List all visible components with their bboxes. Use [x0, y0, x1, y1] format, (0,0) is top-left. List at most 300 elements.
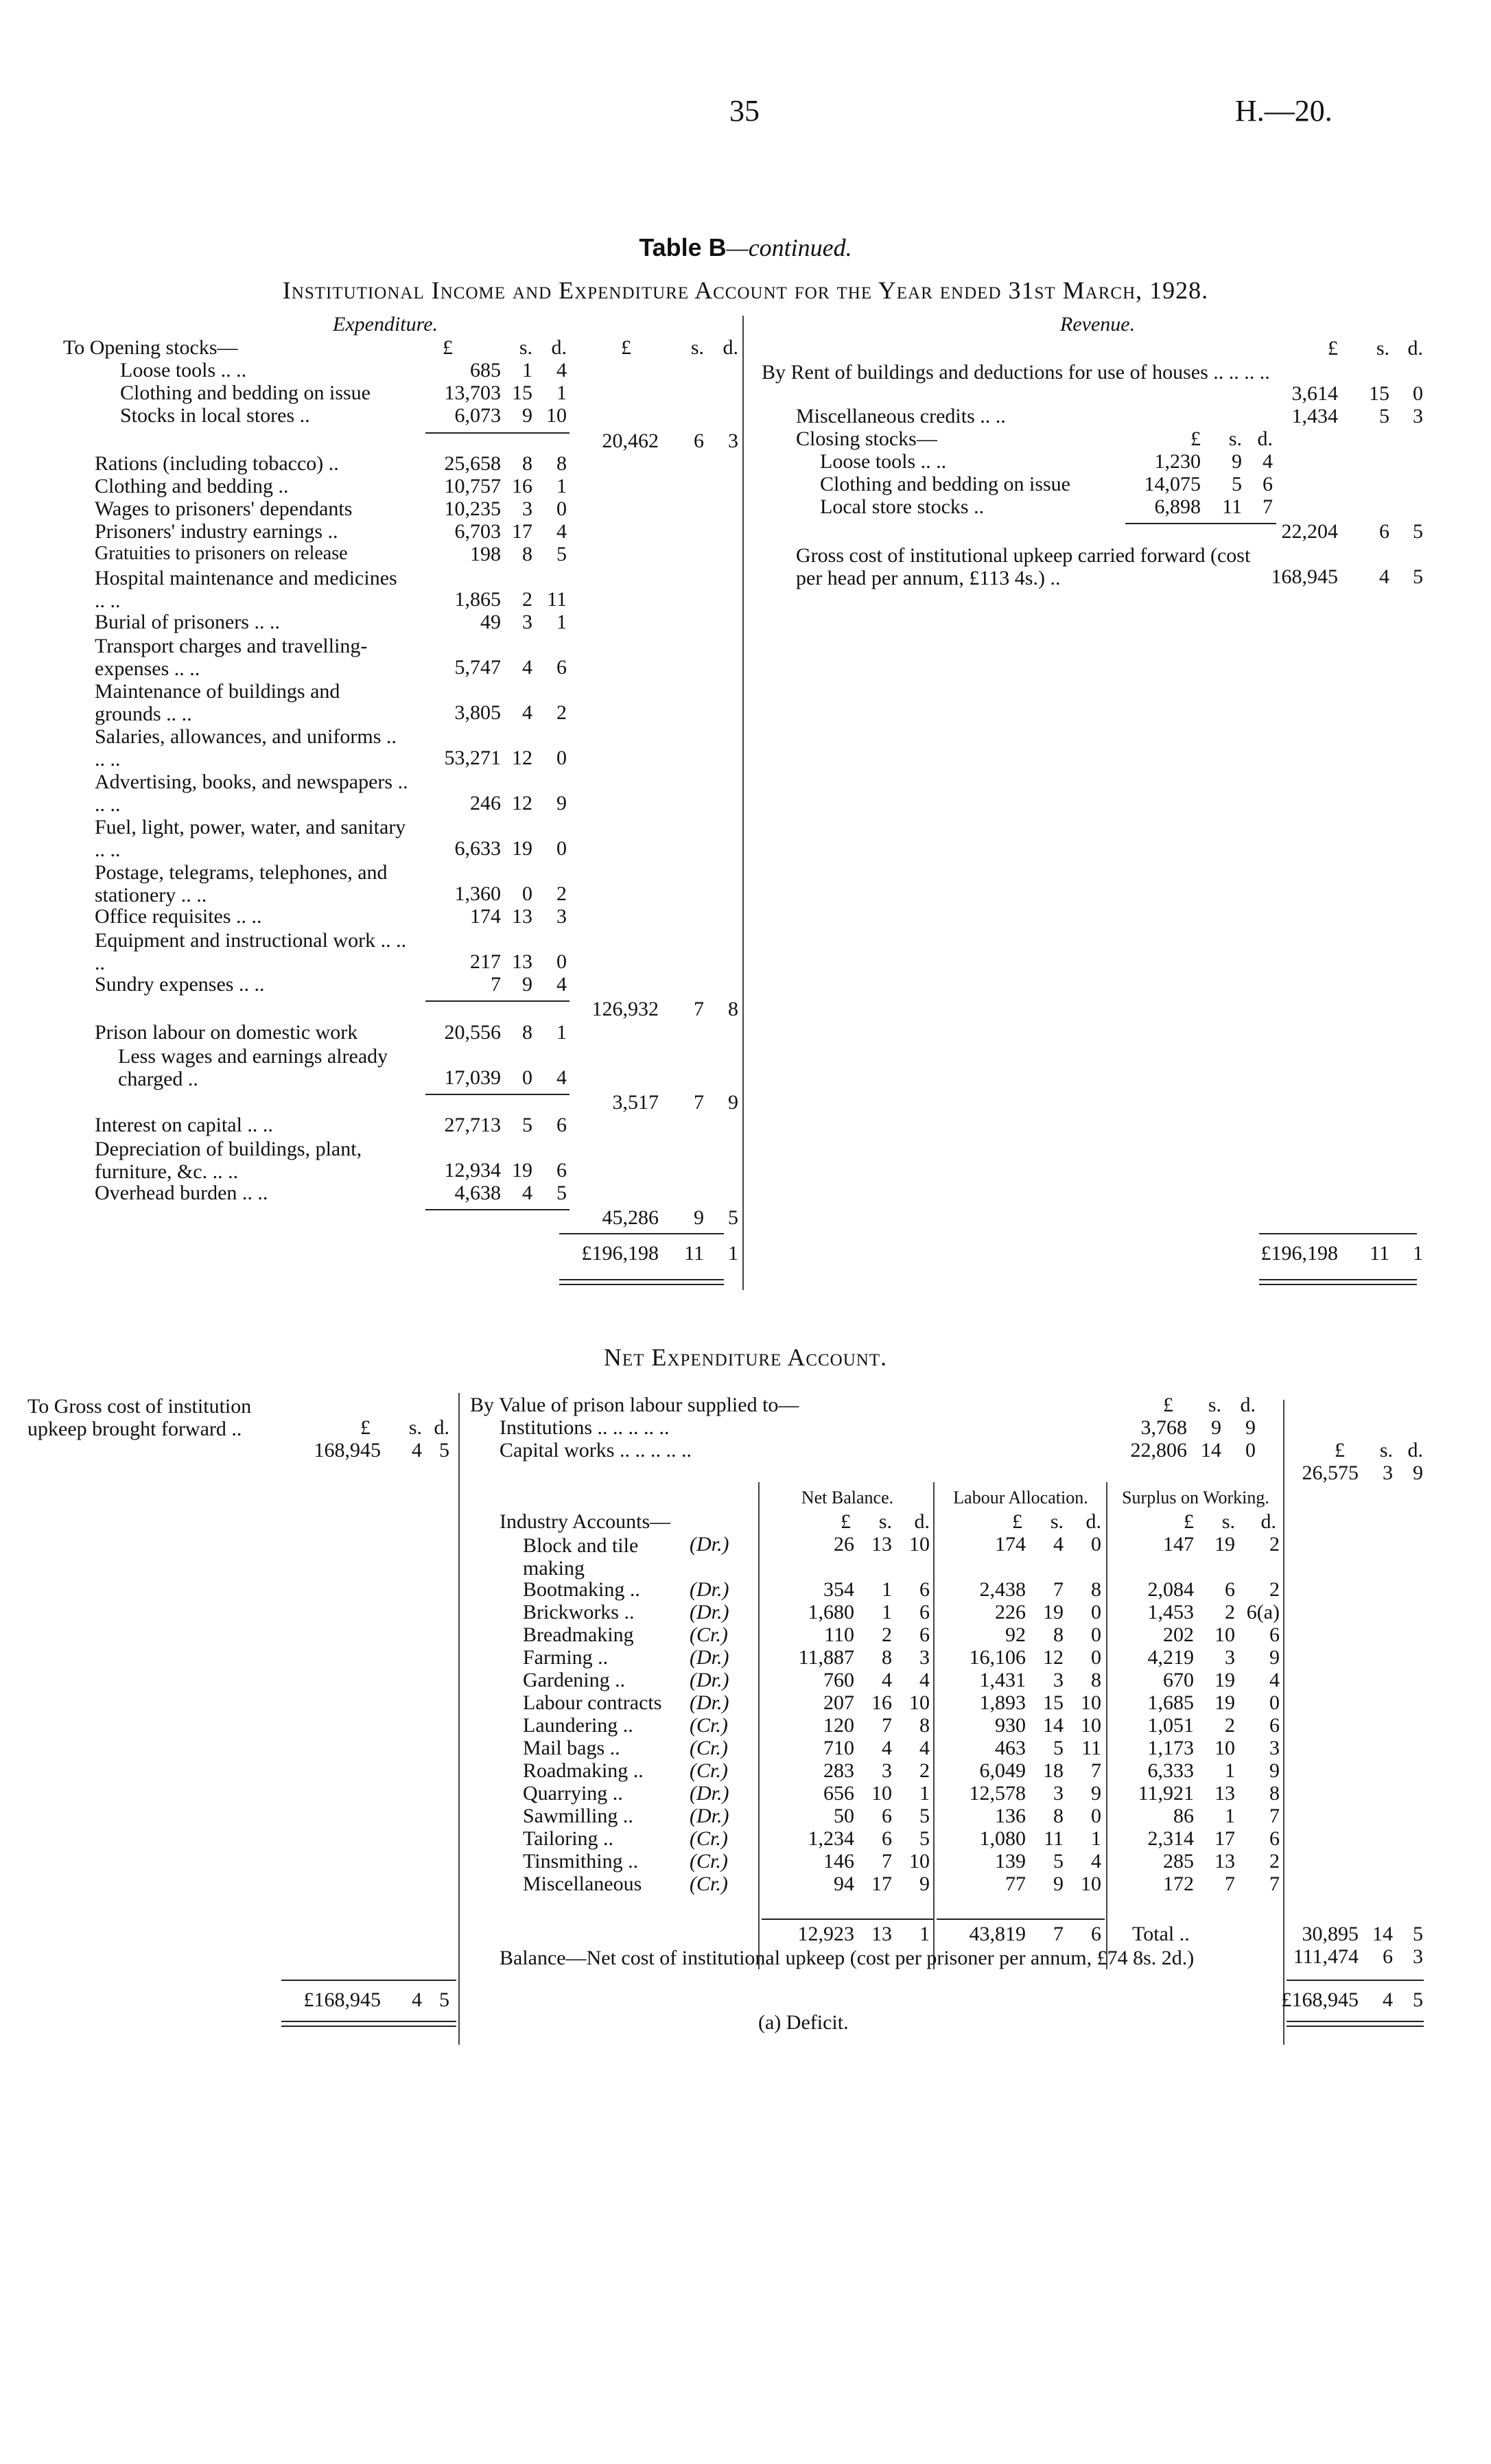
sw-pounds: 11,921	[1138, 1782, 1194, 1805]
nb-shillings: 7	[882, 1850, 892, 1873]
exp-item-pence: 5	[556, 543, 567, 565]
la-col-d: d.	[1085, 1510, 1101, 1533]
industry-type: (Cr.)	[690, 1759, 728, 1782]
opening-item-label: Clothing and bedding on issue	[120, 382, 371, 404]
exp-item-label: Hospital maintenance and medicines .. ..	[95, 567, 397, 612]
la-shillings: 14	[1043, 1714, 1064, 1737]
closing-col-pound: £	[1190, 427, 1201, 450]
nb-shillings: 10	[871, 1782, 892, 1805]
la-pounds: 174	[995, 1533, 1026, 1556]
items-total-shillings: 7	[694, 998, 704, 1020]
nb-shillings: 7	[882, 1714, 892, 1737]
sw-shillings: 19	[1214, 1533, 1235, 1556]
exp-item-label: Burial of prisoners .. ..	[95, 611, 280, 633]
net-right-total-shillings: 4	[1383, 1988, 1393, 2011]
la-pence: 0	[1091, 1646, 1101, 1669]
rent-pence: 0	[1413, 382, 1423, 405]
exp-item-pounds: 174	[470, 905, 501, 928]
net-balance-header: Net Balance.	[801, 1488, 894, 1507]
sw-shillings: 10	[1214, 1737, 1235, 1759]
gross-brought-forward-shillings: 4	[412, 1439, 422, 1462]
net-left-col-d: d.	[434, 1416, 449, 1439]
exp-col-pound: £	[443, 336, 453, 359]
industry-name: Block and tile making	[523, 1534, 639, 1580]
sw-pounds: 147	[1163, 1533, 1194, 1556]
la-shillings: 8	[1053, 1805, 1064, 1827]
exp-item-pounds: 3,805	[454, 701, 501, 724]
rent-pounds: 3,614	[1291, 382, 1338, 405]
sw-pounds: 1,051	[1147, 1714, 1194, 1737]
la-pence: 0	[1091, 1533, 1101, 1556]
la-pounds: 2,438	[979, 1578, 1026, 1601]
exp-col-d: d.	[551, 336, 567, 359]
overhead-pounds: 4,638	[454, 1182, 501, 1204]
opening-total-pence: 3	[728, 430, 738, 452]
institutions-pence: 9	[1245, 1416, 1256, 1439]
nb-shillings: 1	[882, 1601, 892, 1623]
net-left-total-pence: 5	[439, 1988, 449, 2011]
sw-pence: 9	[1269, 1759, 1280, 1782]
industry-type: (Cr.)	[690, 1873, 728, 1895]
la-pounds: 92	[1005, 1623, 1026, 1646]
sw-pounds: 4,219	[1147, 1646, 1194, 1669]
labour-subtotal-rule	[425, 1094, 570, 1095]
exp-item-label: Prisoners' industry earnings ..	[95, 520, 338, 543]
la-pence: 0	[1091, 1601, 1101, 1623]
opening-subtotal-rule	[425, 432, 570, 434]
la-pounds: 1,431	[979, 1669, 1026, 1691]
overhead-total-pounds: 45,286	[602, 1206, 659, 1229]
closing-item-pence: 6	[1263, 473, 1273, 495]
sw-pence: 6	[1269, 1714, 1280, 1737]
nb-shillings: 6	[882, 1805, 892, 1827]
nb-pence: 10	[909, 1691, 930, 1714]
net-left-total-shillings: 4	[412, 1988, 422, 2011]
exp-item-shillings: 13	[512, 905, 532, 928]
value-labour-label: By Value of prison labour supplied to—	[470, 1394, 799, 1416]
labour-allocation-header: Labour Allocation.	[953, 1488, 1088, 1507]
la-shillings: 9	[1053, 1873, 1064, 1895]
nb-pounds: 26	[834, 1533, 854, 1556]
sw-pounds: 86	[1173, 1805, 1194, 1827]
opening-total-pounds: 20,462	[602, 430, 659, 452]
sw-pence: 6	[1269, 1623, 1280, 1646]
revenue-double-rule	[1259, 1279, 1417, 1285]
surplus-total-pence: 5	[1413, 1923, 1423, 1945]
sw-pence: 2	[1269, 1850, 1280, 1873]
nb-pence: 3	[919, 1646, 930, 1669]
balance-label: Balance—Net cost of institutional upkeep (cost per prisoner per annum, £74 8s. 2d.)	[500, 1947, 1195, 1969]
overhead-total-pence: 5	[728, 1206, 738, 1229]
exp-item-label: Maintenance of buildings and grounds .. ..	[95, 680, 340, 725]
exp-item-label: Gratuities to prisoners on release	[95, 543, 348, 564]
la-pounds: 463	[995, 1737, 1026, 1759]
net-left-total-pounds: £168,945	[303, 1988, 381, 2011]
sw-pounds: 2,084	[1147, 1578, 1194, 1601]
closing-item-pounds: 1,230	[1154, 450, 1201, 473]
nb-total-pounds: 12,923	[797, 1923, 854, 1945]
net-right-col-d: d.	[1407, 1439, 1423, 1462]
depreciation-pounds: 12,934	[444, 1159, 501, 1182]
rent-label: By Rent of buildings and deductions for use of houses .. .. .. ..	[762, 361, 1270, 384]
nb-shillings: 8	[882, 1646, 892, 1669]
industry-name: Tinsmithing ..	[523, 1850, 639, 1873]
net-account-title: Net Expenditure Account.	[603, 1344, 888, 1371]
la-shillings: 5	[1053, 1850, 1064, 1873]
items-total-pence: 8	[728, 998, 738, 1020]
prison-labour-pounds: 20,556	[444, 1021, 501, 1044]
exp-item-pounds: 10,757	[444, 475, 501, 497]
nb-pence: 9	[919, 1873, 930, 1895]
la-shillings: 12	[1043, 1646, 1064, 1669]
exp-item-pence: 3	[556, 905, 567, 928]
page-number: 35	[729, 94, 760, 128]
gross-cost-pence: 5	[1413, 565, 1423, 588]
nb-shillings: 1	[882, 1578, 892, 1601]
institutions-pounds: 3,768	[1140, 1416, 1187, 1439]
exp-item-shillings: 8	[522, 452, 532, 475]
sw-shillings: 6	[1225, 1578, 1235, 1601]
nb-pence: 2	[919, 1759, 930, 1782]
exp-item-pence: 2	[556, 701, 567, 724]
nb-pence: 5	[919, 1805, 930, 1827]
sw-pence: 7	[1269, 1873, 1280, 1895]
nb-pence: 6	[919, 1601, 930, 1623]
industry-type: (Cr.)	[690, 1737, 728, 1759]
net-right-double-rule	[1287, 2021, 1424, 2027]
la-total-pence: 6	[1091, 1923, 1101, 1945]
sw-pence: 3	[1269, 1737, 1280, 1759]
sw-shillings: 17	[1214, 1827, 1235, 1850]
exp-item-pounds: 217	[470, 950, 501, 973]
industry-type: (Dr.)	[690, 1691, 729, 1714]
la-shillings: 5	[1053, 1737, 1064, 1759]
sw-pounds: 670	[1163, 1669, 1194, 1691]
industry-name: Roadmaking ..	[523, 1759, 644, 1782]
value-col-d: d.	[1240, 1394, 1256, 1416]
nb-pence: 4	[919, 1669, 930, 1691]
exp-item-label: Equipment and instructional work .. .. ..	[95, 929, 407, 974]
industry-divider-2	[933, 1482, 935, 1969]
sw-col-d: d.	[1260, 1510, 1276, 1533]
exp-item-pounds: 53,271	[444, 747, 501, 769]
exp-item-pounds: 1,865	[454, 588, 501, 611]
capital-works-label: Capital works .. .. .. .. ..	[500, 1439, 692, 1462]
opening-item-shillings: 1	[522, 359, 532, 382]
less-wages-shillings: 0	[522, 1066, 532, 1089]
exp-item-pounds: 6,703	[454, 520, 501, 543]
capital-works-pounds: 22,806	[1130, 1439, 1187, 1462]
less-wages-label: Less wages and earnings already charged ..	[118, 1045, 388, 1090]
less-wages-pence: 4	[556, 1066, 567, 1089]
interest-label: Interest on capital .. ..	[95, 1114, 273, 1136]
la-shillings: 19	[1043, 1601, 1064, 1623]
expenditure-grand-total-pounds: £196,198	[581, 1242, 659, 1265]
sw-pounds: 6,333	[1147, 1759, 1194, 1782]
nb-pounds: 146	[823, 1850, 854, 1873]
closing-col-d: d.	[1257, 427, 1273, 450]
exp-item-shillings: 2	[522, 588, 532, 611]
exp-item-pence: 1	[556, 475, 567, 497]
nb-pence: 5	[919, 1827, 930, 1850]
sw-col-pound: £	[1184, 1510, 1194, 1533]
items-subtotal-rule	[425, 1000, 570, 1002]
nb-shillings: 2	[882, 1623, 892, 1646]
la-shillings: 4	[1053, 1533, 1064, 1556]
opening-stocks-label: To Opening stocks—	[63, 336, 238, 359]
exp-item-shillings: 3	[522, 611, 532, 633]
overhead-shillings: 4	[522, 1182, 532, 1204]
net-right-total-rule	[1287, 1980, 1424, 1981]
rent-shillings: 15	[1369, 382, 1389, 405]
expenditure-grand-total-shillings: 11	[684, 1242, 704, 1265]
industry-type: (Cr.)	[690, 1850, 728, 1873]
prison-labour-label: Prison labour on domestic work	[95, 1021, 358, 1044]
depreciation-label: Depreciation of buildings, plant, furniture, &c. .. ..	[95, 1138, 362, 1183]
sw-pence: 2	[1269, 1533, 1280, 1556]
value-total-pence: 9	[1413, 1462, 1423, 1484]
industry-divider-3	[1106, 1482, 1107, 1969]
table-title-continued: —continued.	[726, 234, 852, 261]
closing-item-shillings: 11	[1222, 495, 1242, 518]
exp-item-label: Fuel, light, power, water, and sanitary .. ..	[95, 816, 406, 861]
nb-pounds: 11,887	[798, 1646, 854, 1669]
sw-shillings: 13	[1214, 1782, 1235, 1805]
revenue-total-rule	[1259, 1233, 1417, 1234]
opening-item-pence: 10	[546, 404, 567, 427]
closing-total-shillings: 6	[1379, 520, 1389, 543]
industry-type: (Dr.)	[690, 1578, 729, 1601]
closing-item-pounds: 6,898	[1154, 495, 1201, 518]
la-shillings: 7	[1053, 1578, 1064, 1601]
nb-pounds: 283	[823, 1759, 854, 1782]
exp-item-pence: 9	[556, 792, 567, 814]
exp-item-pounds: 5,747	[454, 656, 501, 679]
nb-total-rule	[762, 1919, 933, 1920]
la-pounds: 6,049	[979, 1759, 1026, 1782]
industry-name: Brickworks ..	[523, 1601, 635, 1623]
value-total-pounds: 26,575	[1302, 1462, 1359, 1484]
less-wages-pounds: 17,039	[444, 1066, 501, 1089]
surplus-working-header: Surplus on Working.	[1122, 1488, 1269, 1507]
interest-shillings: 5	[522, 1114, 532, 1136]
exp-item-pence: 8	[556, 452, 567, 475]
net-left-col-pound: £	[360, 1416, 371, 1439]
nb-pounds: 1,234	[808, 1827, 854, 1850]
opening-item-label: Stocks in local stores ..	[120, 404, 310, 427]
industry-type: (Dr.)	[690, 1669, 729, 1691]
nb-pounds: 207	[823, 1691, 854, 1714]
industry-name: Laundering ..	[523, 1714, 633, 1737]
exp-item-pence: 0	[556, 747, 567, 769]
total-label: Total ..	[1132, 1923, 1190, 1945]
la-total-pounds: 43,819	[969, 1923, 1026, 1945]
nb-pounds: 760	[823, 1669, 854, 1691]
exp-item-label: Sundry expenses .. ..	[95, 973, 265, 996]
value-total-shillings: 3	[1383, 1462, 1393, 1484]
industry-type: (Dr.)	[690, 1601, 729, 1623]
industry-name: Mail bags ..	[523, 1737, 620, 1759]
opening-item-pounds: 6,073	[454, 404, 501, 427]
exp-item-shillings: 13	[512, 950, 532, 973]
nb-shillings: 3	[882, 1759, 892, 1782]
sw-pence: 7	[1269, 1805, 1280, 1827]
labour-net-pounds: 3,517	[612, 1091, 659, 1114]
exp-item-shillings: 4	[522, 656, 532, 679]
nb-pounds: 656	[823, 1782, 854, 1805]
closing-item-label: Local store stocks ..	[820, 495, 985, 518]
prison-labour-shillings: 8	[522, 1021, 532, 1044]
exp-item-shillings: 0	[522, 882, 532, 905]
exp-item-pounds: 246	[470, 792, 501, 814]
sw-shillings: 2	[1225, 1714, 1235, 1737]
misc-credits-pounds: 1,434	[1291, 405, 1338, 427]
balance-pence: 3	[1413, 1945, 1423, 1968]
industry-accounts-label: Industry Accounts—	[500, 1510, 671, 1533]
misc-credits-pence: 3	[1413, 405, 1423, 427]
exp-item-pence: 11	[547, 588, 567, 611]
gross-brought-forward-pounds: 168,945	[314, 1439, 381, 1462]
institutions-shillings: 9	[1211, 1416, 1221, 1439]
exp-item-label: Salaries, allowances, and uniforms .. .. ..	[95, 725, 397, 771]
expenditure-revenue-divider	[742, 316, 744, 1290]
exp-item-pounds: 49	[480, 611, 501, 633]
la-shillings: 8	[1053, 1623, 1064, 1646]
revenue-grand-total-pence: 1	[1413, 1242, 1423, 1265]
la-pounds: 930	[995, 1714, 1026, 1737]
exp-item-shillings: 9	[522, 973, 532, 996]
nb-pounds: 354	[823, 1578, 854, 1601]
nb-shillings: 4	[882, 1737, 892, 1759]
sw-pence: 9	[1269, 1646, 1280, 1669]
exp-item-pounds: 7	[491, 973, 501, 996]
exp-item-label: Clothing and bedding ..	[95, 475, 289, 497]
interest-pounds: 27,713	[444, 1114, 501, 1136]
surplus-total-pounds: 30,895	[1302, 1923, 1359, 1945]
industry-name: Farming ..	[523, 1646, 609, 1669]
account-subtitle: Institutional Income and Expenditure Account for the Year ended 31st March, 1928.	[282, 277, 1209, 304]
exp-item-pence: 4	[556, 973, 567, 996]
la-pounds: 139	[995, 1850, 1026, 1873]
nb-col-s: s.	[878, 1510, 892, 1533]
opening-item-pence: 4	[556, 359, 567, 382]
la-pounds: 1,893	[979, 1691, 1026, 1714]
closing-total-pence: 5	[1413, 520, 1423, 543]
industry-type: (Cr.)	[690, 1623, 728, 1646]
exp-item-label: Office requisites .. ..	[95, 905, 262, 928]
la-pence: 10	[1081, 1691, 1101, 1714]
sw-shillings: 1	[1225, 1805, 1235, 1827]
industry-name: Labour contracts	[523, 1691, 662, 1714]
exp-item-pence: 6	[556, 656, 567, 679]
opening-item-pence: 1	[556, 382, 567, 404]
industry-divider-1	[758, 1482, 760, 1969]
industry-name: Breadmaking	[523, 1623, 634, 1646]
nb-pounds: 120	[823, 1714, 854, 1737]
sw-shillings: 19	[1214, 1691, 1235, 1714]
sw-shillings: 7	[1225, 1873, 1235, 1895]
closing-item-shillings: 5	[1232, 473, 1242, 495]
labour-net-pence: 9	[728, 1091, 738, 1114]
exp-item-pounds: 10,235	[444, 497, 501, 520]
net-right-col-s: s.	[1379, 1439, 1393, 1462]
expenditure-grand-total-pence: 1	[728, 1242, 738, 1265]
la-col-s: s.	[1050, 1510, 1064, 1533]
table-title-label: Table B	[639, 233, 727, 261]
la-pence: 0	[1091, 1623, 1101, 1646]
la-pence: 11	[1081, 1737, 1101, 1759]
exp-item-pounds: 6,633	[454, 837, 501, 860]
sw-pence: 4	[1269, 1669, 1280, 1691]
net-right-total-pence: 5	[1413, 1988, 1423, 2011]
la-shillings: 15	[1043, 1691, 1064, 1714]
industry-name: Gardening ..	[523, 1669, 626, 1691]
exp-col-pound-2: £	[621, 336, 631, 359]
nb-total-pence: 1	[919, 1923, 930, 1945]
value-col-pound: £	[1163, 1394, 1173, 1416]
exp-item-shillings: 12	[512, 792, 532, 814]
deficit-footnote: (a) Deficit.	[758, 2011, 849, 2034]
revenue-grand-total-shillings: 11	[1370, 1242, 1389, 1265]
rev-col-s: s.	[1376, 337, 1389, 360]
sw-pence: 0	[1269, 1691, 1280, 1714]
rev-col-d: d.	[1407, 337, 1423, 360]
sw-shillings: 10	[1214, 1623, 1235, 1646]
industry-type: (Cr.)	[690, 1827, 728, 1850]
net-right-total-pounds: £168,945	[1281, 1988, 1359, 2011]
exp-item-pounds: 1,360	[454, 882, 501, 905]
opening-item-pounds: 13,703	[444, 382, 501, 404]
opening-item-pounds: 685	[470, 359, 501, 382]
exp-item-shillings: 17	[512, 520, 532, 543]
overhead-subtotal-rule	[425, 1209, 570, 1210]
closing-total-pounds: 22,204	[1281, 520, 1338, 543]
nb-shillings: 4	[882, 1669, 892, 1691]
opening-total-shillings: 6	[694, 430, 704, 452]
la-shillings: 3	[1053, 1782, 1064, 1805]
industry-type: (Dr.)	[690, 1805, 729, 1827]
sw-shillings: 19	[1214, 1669, 1235, 1691]
nb-col-d: d.	[914, 1510, 930, 1533]
gross-cost-shillings: 4	[1379, 565, 1389, 588]
la-pounds: 136	[995, 1805, 1026, 1827]
nb-pence: 4	[919, 1737, 930, 1759]
sw-shillings: 13	[1214, 1850, 1235, 1873]
net-left-divider	[458, 1393, 460, 2045]
nb-pounds: 94	[834, 1873, 854, 1895]
nb-pence: 6	[919, 1623, 930, 1646]
industry-name: Quarrying ..	[523, 1782, 623, 1805]
la-pounds: 1,080	[979, 1827, 1026, 1850]
closing-item-shillings: 9	[1232, 450, 1242, 473]
exp-item-pence: 0	[556, 837, 567, 860]
capital-works-pence: 0	[1245, 1439, 1256, 1462]
sw-shillings: 1	[1225, 1759, 1235, 1782]
nb-pounds: 1,680	[808, 1601, 854, 1623]
exp-item-pence: 0	[556, 950, 567, 973]
closing-col-s: s.	[1228, 427, 1242, 450]
industry-name: Bootmaking ..	[523, 1578, 640, 1601]
industry-type: (Dr.)	[690, 1782, 729, 1805]
nb-shillings: 6	[882, 1827, 892, 1850]
industry-type: (Dr.)	[690, 1646, 729, 1669]
table-title	[0, 235, 1491, 260]
gross-brought-forward-label: To Gross cost of institution upkeep brought forward ..	[27, 1395, 252, 1440]
closing-item-label: Clothing and bedding on issue	[820, 473, 1070, 495]
expenditure-total-rule	[559, 1233, 724, 1234]
exp-item-label: Postage, telegrams, telephones, and stationery .. ..	[95, 861, 388, 906]
net-left-double-rule	[281, 2021, 456, 2027]
